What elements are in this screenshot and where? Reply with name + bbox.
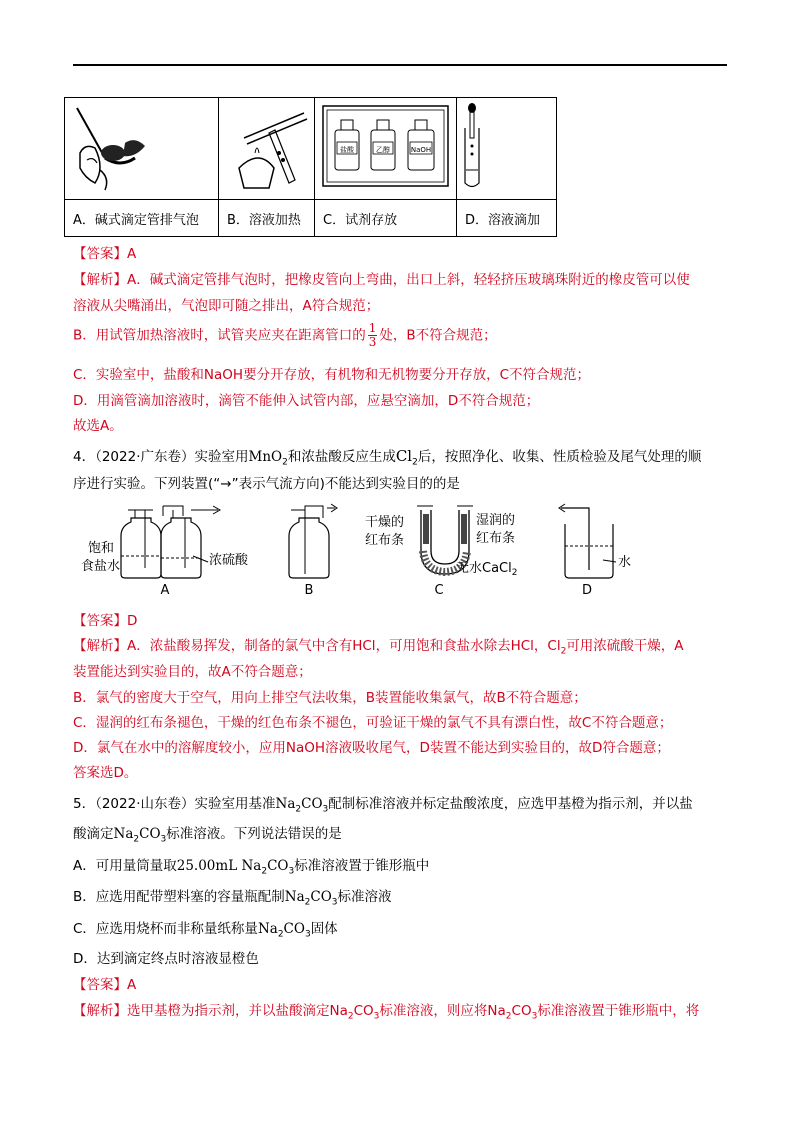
- q5-answer: 【答案】A: [73, 977, 137, 993]
- label-b: B: [304, 583, 314, 598]
- q5-stem-1: [73, 792, 693, 815]
- q5-option-b: [73, 885, 392, 908]
- stem-text: 4．（2022·广东卷）实验室用: [73, 449, 249, 465]
- burette-bubble-figure: [65, 98, 218, 195]
- label-wet: 湿润的: [476, 513, 516, 528]
- header-rule: [73, 64, 727, 66]
- formula: Na: [329, 1003, 348, 1019]
- stem-text: 后，按照净化、收集、性质检验及尾气处理的顺: [417, 449, 702, 465]
- analysis-text: 可用浓硫酸干燥，A: [566, 638, 684, 654]
- label-a: A: [160, 583, 170, 598]
- stem-text: 和浓盐酸反应生成: [287, 449, 396, 465]
- subscript: 2: [133, 834, 140, 845]
- q5-stem-2: [73, 822, 342, 845]
- q4-apparatus-figure: [73, 496, 673, 600]
- formula: Cl: [395, 447, 413, 465]
- q5-option-a: [73, 854, 429, 877]
- option-c-figure: [315, 98, 457, 200]
- formula: CO: [267, 858, 289, 874]
- formula: Na: [284, 889, 305, 905]
- bottle-label-2: 乙醇: [376, 146, 390, 154]
- subscript: 3: [304, 929, 311, 940]
- option-text: C．应选用烧杯而非称量纸称量: [73, 921, 258, 937]
- q4-stem-1: [73, 445, 701, 468]
- option-text: B．应选用配带塑料塞的容量瓶配制: [73, 889, 285, 905]
- subscript: 2: [261, 866, 268, 877]
- stem-text: 标准溶液。下列说法错误的是: [166, 826, 342, 842]
- q3-analysis-a1: [73, 268, 690, 288]
- label-red-cloth-2: 红布条: [476, 531, 516, 546]
- label-dry: 干燥的: [365, 515, 405, 530]
- bottle-label-1: 盐酸: [340, 146, 354, 154]
- subscript: 3: [288, 866, 295, 877]
- option-c-caption: C．试剂存放: [315, 200, 457, 237]
- formula: Na: [241, 858, 262, 874]
- q4-analysis-d: D．氯气在水中的溶解度较小，应用NaOH溶液吸收尾气，D装置不能达到实验目的，故D符合题意；: [73, 740, 670, 756]
- option-d-caption: D．溶液滴加: [457, 200, 557, 237]
- q3-analysis-d: D．用滴管滴加溶液时，滴管不能伸入试管内部，应悬空滴加，D不符合规范；: [73, 393, 540, 409]
- q4-analysis-c: C．湿润的红布条褪色，干燥的红色布条不褪色，可验证干燥的氯气不具有漂白性，故C不符合题意；: [73, 715, 673, 731]
- label-cacl2-subscript: 2: [511, 568, 518, 578]
- reagent-bottles-figure: [315, 98, 456, 195]
- formula: CO: [283, 921, 305, 937]
- analysis-text: 选甲基橙为指示剂，并以盐酸滴定: [127, 1003, 330, 1019]
- label-saturated: 饱和: [88, 541, 115, 556]
- subscript: 3: [531, 1011, 538, 1022]
- subscript: 3: [160, 834, 167, 845]
- apparatus-a: [81, 506, 249, 598]
- option-a-caption: A．碱式滴定管排气泡: [65, 200, 219, 237]
- label-c: C: [434, 583, 444, 598]
- bottle-label-3: NaOH: [410, 146, 432, 154]
- subscript: 3: [322, 804, 329, 815]
- label-red-cloth-1: 红布条: [365, 533, 405, 548]
- formula: CO: [353, 1003, 374, 1019]
- subscript: 2: [304, 897, 311, 908]
- q4-answer: 【答案】D: [73, 613, 138, 629]
- label-d: D: [581, 583, 593, 598]
- formula: MnO: [248, 449, 283, 465]
- option-d-figure: [457, 98, 557, 200]
- formula: CO: [511, 1003, 532, 1019]
- q4-analysis-a1: [73, 634, 684, 657]
- analysis-label: 【解析】: [73, 1003, 127, 1019]
- analysis-text: A．浓盐酸易挥发，制备的氯气中含有HCl，可用饱和食盐水除去HCl，Cl: [127, 638, 561, 654]
- analysis-text: B．用试管加热溶液时，试管夹应夹在距离管口的: [73, 327, 366, 344]
- fraction-numerator: 1: [368, 321, 377, 335]
- subscript: 2: [560, 646, 567, 657]
- subscript: 2: [412, 457, 418, 468]
- option-b-figure: [219, 98, 315, 200]
- q4-analysis-a2: 装置能达到实验目的，故A不符合题意；: [73, 664, 312, 680]
- formula: Na: [487, 1003, 506, 1019]
- dropper-figure: [457, 98, 556, 195]
- formula: CO: [139, 826, 161, 842]
- apparatus-b: [289, 504, 337, 598]
- q3-options-table: [64, 97, 557, 237]
- subscript: 3: [331, 897, 338, 908]
- label-conc-h2so4: 浓硫酸: [209, 553, 249, 568]
- label-cacl2: [456, 560, 517, 578]
- stem-text: 5．（2022·山东卷）实验室用基准: [73, 796, 276, 812]
- stem-text: 酸滴定: [73, 826, 114, 842]
- fraction: [368, 322, 378, 349]
- bottle-1: [335, 120, 359, 170]
- bottle-2: [371, 120, 395, 170]
- bottle-3: [408, 120, 434, 170]
- q3-answer: 【答案】A: [73, 246, 137, 262]
- heating-figure: [219, 98, 314, 195]
- formula: CO: [301, 796, 323, 812]
- label-water: 水: [618, 555, 632, 570]
- label-cacl2-text: 无水CaCl: [456, 561, 512, 576]
- q3-analysis-a2: 溶液从尖嘴涌出，气泡即可随之排出，A符合规范；: [73, 298, 380, 314]
- analysis-text: 标准溶液置于锥形瓶中，将: [537, 1003, 700, 1019]
- analysis-label: 【解析】: [73, 272, 127, 288]
- formula: Na: [113, 826, 134, 842]
- q4-stem-2: 序进行实验。下列装置(“→”表示气流方向)不能达到实验目的的是: [73, 476, 460, 492]
- subscript: 2: [347, 1011, 354, 1022]
- analysis-text: A．碱式滴定管排气泡时，把橡皮管向上弯曲，出口上斜，轻轻挤压玻璃珠附近的橡皮管可以使: [127, 272, 690, 288]
- label-brine: 食盐水: [81, 559, 121, 574]
- q4-final: 答案选D。: [73, 765, 138, 781]
- q3-final: 故选A。: [73, 418, 123, 434]
- option-b-caption: B．溶液加热: [219, 200, 315, 237]
- analysis-text: 处，B不符合规范；: [379, 327, 497, 344]
- volume: 25.00mL: [176, 858, 238, 874]
- q4-analysis-b: B．氯气的密度大于空气，用向上排空气法收集，B装置能收集氯气，故B不符合题意；: [73, 690, 587, 706]
- subscript: 2: [295, 804, 302, 815]
- q3-analysis-b: [73, 322, 497, 349]
- apparatus-c: [365, 506, 517, 598]
- fraction-denominator: 3: [368, 335, 377, 349]
- q5-analysis-1: [73, 999, 699, 1022]
- apparatus-d: [559, 504, 631, 598]
- analysis-label: 【解析】: [73, 638, 127, 654]
- formula: CO: [310, 889, 332, 905]
- subscript: 2: [277, 929, 284, 940]
- q3-analysis-c: C．实验室中，盐酸和NaOH要分开存放，有机物和无机物要分开存放，C不符合规范；: [73, 367, 591, 383]
- formula: Na: [257, 921, 278, 937]
- option-text: 标准溶液置于锥形瓶中: [294, 858, 430, 874]
- q5-option-c: [73, 917, 338, 940]
- subscript: 2: [282, 457, 288, 468]
- formula: Na: [275, 796, 296, 812]
- option-text: 标准溶液: [337, 889, 392, 905]
- option-text: 固体: [310, 921, 338, 937]
- subscript: 3: [373, 1011, 380, 1022]
- q5-option-d: D．达到滴定终点时溶液显橙色: [73, 951, 259, 967]
- stem-text: 配制标准溶液并标定盐酸浓度，应选甲基橙为指示剂，并以盐: [328, 796, 693, 812]
- subscript: 2: [505, 1011, 512, 1022]
- analysis-text: 标准溶液，则应将: [379, 1003, 488, 1019]
- option-text: A．可用量筒量取: [73, 858, 177, 874]
- option-a-figure: [65, 98, 219, 200]
